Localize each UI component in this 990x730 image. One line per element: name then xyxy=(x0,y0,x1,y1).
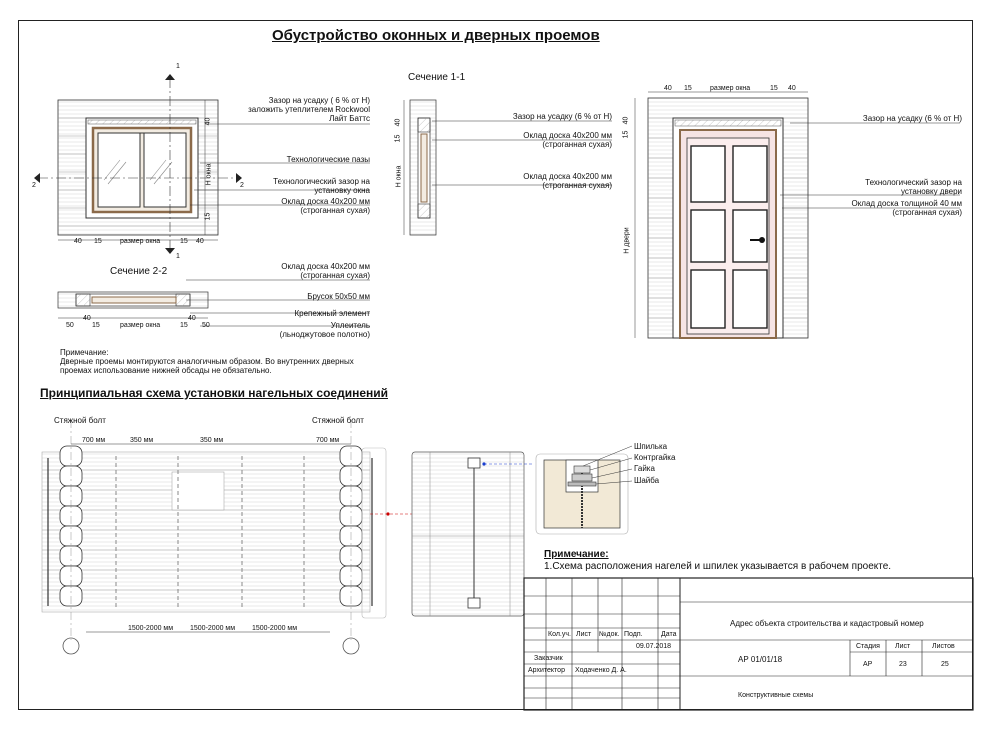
stamp-stage: АР xyxy=(863,661,873,668)
section22-callout-fixing: Крепежный элемент xyxy=(294,309,370,318)
section22-callout-insul: Уплеитель xyxy=(330,321,370,330)
stamp-header-doc: №док. xyxy=(599,631,620,638)
dowel-title: Принципиальная схема установки нагельных соединений xyxy=(40,386,388,400)
window-callout-tech-gap-2: установку окна xyxy=(314,186,370,195)
door-dim-15-right: 15 xyxy=(770,85,778,92)
stamp-customer-label: Заказчик xyxy=(534,655,563,662)
door-dim-side-h: Н двери xyxy=(623,227,631,254)
section11-dim-15: 15 xyxy=(394,134,402,143)
window-dim-size: размер окна xyxy=(120,238,161,245)
stamp-address: Адрес объекта строительства и кадастровый номер xyxy=(730,619,924,628)
section11-callout-board: Оклад доска 40х200 мм xyxy=(523,131,612,140)
section22-callout-bar: Брусок 50х50 мм xyxy=(307,292,370,301)
section-mark-2-right: 2 xyxy=(240,182,244,189)
stamp-sheet: 23 xyxy=(899,661,907,668)
window-dim-40-right: 40 xyxy=(196,238,204,245)
dowel-scheme xyxy=(42,420,412,654)
bolt-detail xyxy=(536,446,632,534)
door-dim-40-right: 40 xyxy=(788,85,796,92)
stamp-header-sign: Подп. xyxy=(624,631,643,638)
door-callout-board-2: (строганная сухая) xyxy=(892,208,962,217)
section11-callout-board-b: Оклад доска 40х200 мм xyxy=(523,172,612,181)
stamp-code: АР 01/01/18 xyxy=(738,655,783,664)
section11-title: Сечение 1-1 xyxy=(408,72,466,83)
stamp-header-qty: Кол.уч. xyxy=(548,631,571,638)
stamp-sheet-label: Лист xyxy=(895,643,911,650)
section22-dim-40-left: 40 xyxy=(83,315,91,322)
window-callout-gap-2: заложить утеплителем Rockwool xyxy=(248,105,370,114)
main-title: Обустройство оконных и дверных проемов xyxy=(272,27,600,44)
stamp-stage-label: Стадия xyxy=(856,643,880,650)
bolt-label-right: Стяжной болт xyxy=(312,416,364,425)
section11-callout-gap: Зазор на усадку (6 % от Н) xyxy=(512,112,612,121)
section22-callout-insul-2: (льноджутовое полотно) xyxy=(279,330,370,339)
window-callout-gap: Зазор на усадку ( 6 % от Н) xyxy=(268,96,370,105)
dowel-dim-bottom-1: 1500-2000 мм xyxy=(128,625,174,632)
note2-line: 1.Схема расположения нагелей и шпилек указывается в рабочем проекте. xyxy=(544,561,892,572)
door-callout-tech-gap: Технологический зазор на xyxy=(865,178,962,187)
bolt-label-locknut: Контргайка xyxy=(634,453,676,462)
bolt-label-nut: Гайка xyxy=(634,464,655,473)
section22-dim-40-right: 40 xyxy=(188,315,196,322)
bolt-label-stud: Шпилька xyxy=(634,442,668,451)
section22-callout-board: Оклад доска 40х200 мм xyxy=(281,262,370,271)
section-mark-1-bottom: 1 xyxy=(176,253,180,260)
note2-heading: Примечание: xyxy=(544,549,609,560)
section11-callout-board-b-2: (строганная сухая) xyxy=(542,181,612,190)
stamp-architect-label: Архитектор xyxy=(528,667,565,674)
dowel-dim-350-right: 350 мм xyxy=(200,437,224,444)
section11-dim-40: 40 xyxy=(394,118,402,127)
stamp-sheets-label: Листов xyxy=(932,643,955,650)
door-callout-tech-gap-2: установку двери xyxy=(900,187,962,196)
section-mark-2-left: 2 xyxy=(32,182,36,189)
window-callout-board-2: (строганная сухая) xyxy=(300,206,370,215)
section22-title: Сечение 2-2 xyxy=(110,266,168,277)
note1-line-1: Дверные проемы монтируются аналогичным образом. Во внутренних дверных xyxy=(60,357,354,366)
section22-callout-board-2: (строганная сухая) xyxy=(300,271,370,280)
section22-dim-15-left: 15 xyxy=(92,322,100,329)
section-mark-1-top: 1 xyxy=(176,63,180,70)
window-callout-tech-gap: Технологический зазор на xyxy=(273,177,370,186)
section22-dim-size: размер окна xyxy=(120,322,161,329)
dowel-dim-bottom-3: 1500-2000 мм xyxy=(252,625,298,632)
enlarged-detail xyxy=(412,452,534,616)
door-dim-side-40: 40 xyxy=(622,116,630,125)
window-dim-side-15: 15 xyxy=(204,212,212,221)
window-callout-grooves: Технологические пазы xyxy=(286,155,370,164)
window-dim-40-left: 40 xyxy=(74,238,82,245)
section-2-2 xyxy=(58,280,370,326)
section22-dim-50-right: 50 xyxy=(202,322,210,329)
window-dim-15-left: 15 xyxy=(94,238,102,245)
door-dim-size: размер окна xyxy=(710,85,751,92)
door-dim-side-15: 15 xyxy=(622,130,630,139)
dowel-dim-700-left: 700 мм xyxy=(82,437,106,444)
dowel-dim-350-left: 350 мм xyxy=(130,437,154,444)
dowel-dim-700-right: 700 мм xyxy=(316,437,340,444)
door-dim-15-left: 15 xyxy=(684,85,692,92)
stamp-date: 09.07.2018 xyxy=(636,643,672,650)
stamp-header-date: Дата xyxy=(661,631,677,638)
section22-dim-15-right: 15 xyxy=(180,322,188,329)
window-dim-15-right: 15 xyxy=(180,238,188,245)
section22-dim-50-left: 50 xyxy=(66,322,74,329)
window-callout-board: Оклад доска 40х200 мм xyxy=(281,197,370,206)
bolt-label-left: Стяжной болт xyxy=(54,416,106,425)
window-dim-side-h: Н окна xyxy=(205,163,213,186)
dowel-dim-bottom-2: 1500-2000 мм xyxy=(190,625,236,632)
door-dim-40-left: 40 xyxy=(664,85,672,92)
section11-callout-board-2: (строганная сухая) xyxy=(542,140,612,149)
stamp-title: Конструктивные схемы xyxy=(738,692,814,699)
stamp-architect-name: Ходаченко Д. А. xyxy=(575,667,627,674)
door-callout-gap: Зазор на усадку (6 % от Н) xyxy=(862,114,962,123)
bolt-label-washer: Шайба xyxy=(634,476,660,485)
stamp-sheets: 25 xyxy=(941,661,949,668)
window-callout-gap-3: Лайт Баттс xyxy=(329,114,370,123)
stamp-header-sheet: Лист xyxy=(576,631,592,638)
section11-dim-h: Н окна xyxy=(395,165,403,188)
door-callout-board: Оклад доска толщиной 40 мм xyxy=(851,199,962,208)
note1-line-2: проемах использование нижней обсады не обязательно. xyxy=(60,366,272,375)
window-dim-side-40: 40 xyxy=(204,117,212,126)
note1-heading: Примечание: xyxy=(60,348,109,357)
